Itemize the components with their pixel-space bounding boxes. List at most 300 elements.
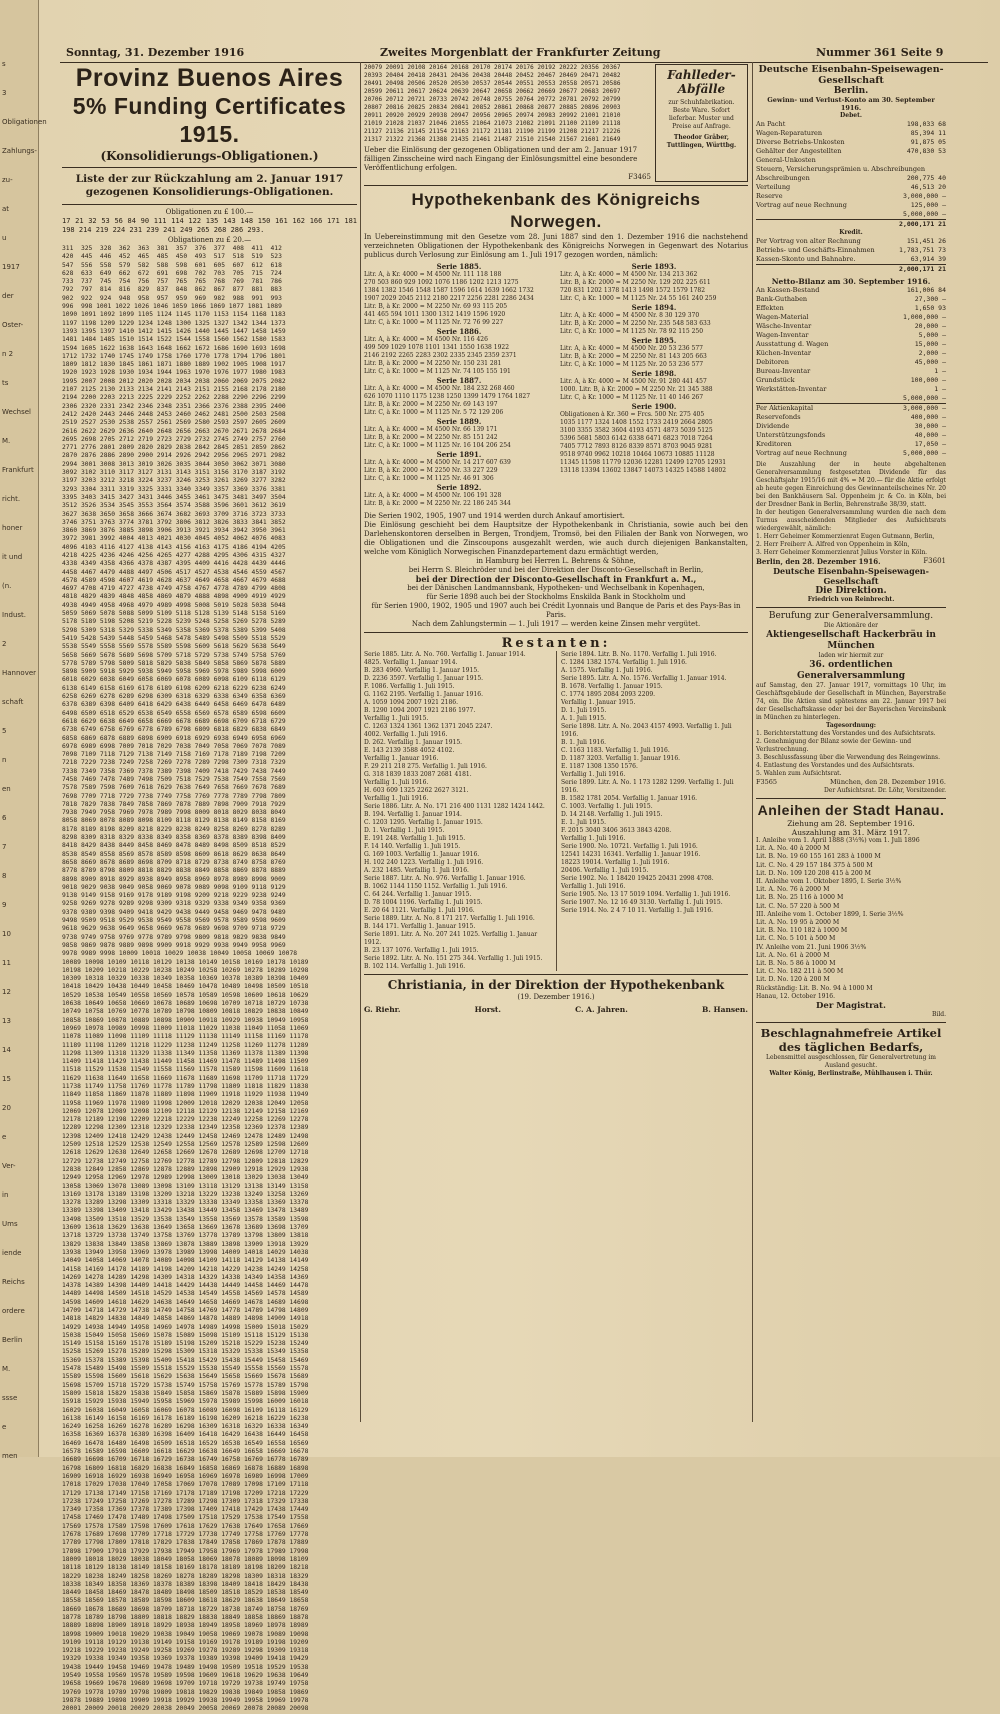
number-row: 19438 19449 19458 19469 19478 19489 19498 19509 19518 19529 19538 — [62, 1663, 309, 1671]
number-row: 15038 15049 15058 15069 15078 15089 15098 15109 15118 15129 15138 — [62, 1331, 309, 1339]
number-row: 2194 2200 2203 2213 2225 2229 2252 2262 2288 2290 2296 2299 — [62, 394, 286, 402]
agenda-title: Tagesordnung: — [825, 722, 877, 729]
number-row: 10969 10978 10989 10998 11009 11018 11029 11038 11049 11058 11069 — [62, 1024, 309, 1032]
restanten-right — [561, 651, 748, 971]
gutter-fragment: n 2 — [2, 350, 14, 358]
restant-line: Serie 1907. No. 12 16 49 3130. Verfallig 1. Juli 1915. — [561, 899, 723, 906]
bilanz-title: Netto-Bilanz am 30. September 1916. — [771, 277, 931, 286]
paying-bank-line: bei Herrn S. Bleichröder und bei der Direktion der Disconto-Gesellschaft in Berlin, — [408, 566, 704, 574]
number-row: 2519 2527 2530 2538 2557 2561 2569 2580 2593 2597 2605 2609 — [62, 419, 286, 427]
previous-page-gutter — [0, 0, 47, 1460]
bond-line: Lit. B. No. 110 182 à 1000 M — [756, 927, 848, 935]
series-line: Litr. A, à Kr. 4000 = M 4500 Nr. 20 53 236 577 — [560, 345, 703, 352]
passiva-row-amount: 5,000,000 — — [902, 449, 946, 457]
kredit-total: 2,000,171 21 — [899, 265, 946, 273]
number-row: 20706 20712 20721 20733 20742 20748 20755 20764 20772 20781 20792 20799 — [364, 96, 621, 103]
number-row: 5898 5909 5918 5929 5938 5949 5958 5969 5978 5989 5998 6009 — [62, 668, 286, 676]
series-line: Litr. C, à Kr. 1000 = M 1125 Nr. 74 105 155 191 — [364, 368, 511, 375]
passiva-row-label: Dividende — [756, 422, 790, 430]
bilanz-row-amount: 1,000,000 — — [902, 313, 946, 321]
number-row: 1393 1395 1397 1410 1412 1415 1426 1440 1445 1447 1458 1459 — [62, 327, 286, 335]
bilanz-row-label: An Kassen-Bestand — [756, 286, 820, 294]
gutter-fragment: Wechsel — [2, 408, 32, 416]
passiva-row-amount: 17,050 — — [914, 440, 946, 448]
number-row: 21317 21322 21368 21388 21435 21461 21487 21510 21540 21567 21601 21649 — [364, 136, 621, 143]
closing-title: Christiania, in der Direktion der Hypothekenbank — [387, 978, 725, 992]
number-row: 14269 14278 14289 14298 14309 14318 14329 14338 14349 14358 14369 — [62, 1273, 309, 1281]
number-row: 13278 13289 13298 13309 13318 13329 13338 13349 13358 13369 13378 — [62, 1199, 309, 1207]
bilanz-row — [756, 358, 946, 367]
restant-line: D. 1. Verfallig 1. Juli 1915. — [364, 827, 445, 834]
restant-line: E. 191 248. Verfallig 1. Juli 1915. — [364, 835, 466, 842]
debet-row — [756, 165, 946, 174]
number-row: 2870 2876 2886 2890 2900 2914 2926 2942 2956 2965 2971 2982 — [62, 452, 286, 460]
paying-banks — [364, 557, 748, 629]
payment-places: Die Einlösung geschieht bei dem Hauptsitze der Hypothekenbank in Christiania, sowie auch bei den Darlehenskontoren derselben in Bergen, Trondjem, Tromsö, bei den Filialen der Bank von Norwegen, wo die Obligationen und die Zinscoupons ausgezahlt werden, wie auch durch diejenigen Bankanstalten, welche vom Königlich Norwegischen Finanzdepartement dazu ermächtigt werden, — [364, 521, 748, 556]
bond-line: IV. Anleihe vom 21. Juni 1906 3½% — [756, 943, 867, 951]
number-row: 6498 6509 6518 6529 6538 6549 6558 6569 6578 6589 6598 6609 — [62, 709, 286, 717]
restant-line: E. 143 2139 3588 4052 4102. — [364, 747, 455, 754]
signatory-name: B. Hansen. — [701, 1005, 748, 1014]
restant-line: Serie 1894. Litr. B. No. 1170. Verfallig 1. Juli 1916. — [561, 651, 717, 658]
number-row: 12289 12298 12309 12318 12329 12338 12349 12358 12369 12378 12389 — [62, 1124, 309, 1132]
number-row: 15258 15269 15278 15289 15298 15309 15318 15329 15338 15349 15358 — [62, 1348, 309, 1356]
bond-line: Lit. A. No. 40 à 2000 M — [756, 845, 830, 853]
number-row: 5419 5428 5439 5448 5459 5468 5478 5489 5498 5509 5518 5529 — [62, 634, 286, 642]
series-heading: Serie 1891. — [436, 450, 482, 459]
series-line: Litr. A, à Kr. 4000 = M 4500 Nr. 134 213 362 — [560, 271, 698, 278]
number-row: 6258 6269 6278 6289 6298 6309 6318 6329 6338 6349 6358 6369 — [62, 693, 286, 701]
number-row: 18889 18898 18909 18918 18929 18938 18949 18958 18969 18978 18989 — [62, 1622, 309, 1630]
number-row: 5059 5069 5078 5088 5099 5109 5118 5128 5139 5148 5158 5169 — [62, 610, 286, 618]
number-row: 10198 10209 10218 10229 10238 10249 10258 10269 10278 10289 10298 — [62, 966, 309, 974]
gutter-fragment: 11 — [2, 959, 11, 967]
passiva-row-label: Unterstützungsfonds — [756, 431, 826, 439]
number-row: 17018 17029 17038 17049 17058 17069 17078 17089 17098 17109 17118 — [62, 1481, 309, 1489]
debet-row-amount: 3,000,000 — — [902, 192, 946, 200]
number-row: 11078 11089 11098 11109 11118 11129 11138 11149 11158 11169 11178 — [62, 1033, 309, 1041]
gutter-fragment: it und — [2, 553, 23, 561]
number-row: 20807 20816 20825 20834 20841 20852 20861 20868 20877 20885 20896 20903 — [364, 104, 621, 111]
gutter-fragment: 1917 — [2, 263, 20, 271]
bilanz-row-label: Küchen-Inventar — [756, 349, 812, 357]
speisewagen-direction: Die Direktion. — [815, 586, 887, 596]
number-row: 15809 15818 15829 15838 15849 15858 15869 15878 15889 15898 15909 — [62, 1389, 309, 1397]
gutter-fragment: Obligationen — [2, 118, 47, 126]
bilanz-row — [756, 349, 946, 358]
kredit-label: Kredit. — [839, 229, 863, 236]
passiva-row-label: Kreditoren — [756, 440, 792, 448]
number-row: 628 633 649 662 672 691 698 702 703 705 715 724 — [62, 269, 282, 277]
series-heading: Serie 1885. — [436, 262, 482, 271]
restant-line: C. 1203 1295. Verfallig 1. Januar 1915. — [364, 819, 483, 826]
debet-row-label: Diverse Betriebs-Unkosten — [756, 138, 845, 146]
number-row: 20599 20611 20617 20624 20639 20647 20658 20662 20669 20677 20683 20697 — [364, 88, 621, 95]
fahlleder-signature: Theodor Gräber, Tuttlingen, Württbg. — [666, 134, 737, 149]
series-heading: Serie 1887. — [436, 376, 482, 385]
gutter-fragment: Frankfurt — [2, 466, 34, 474]
bond-line: Lit. C. No. 5 101 à 500 M — [756, 935, 836, 943]
debet-row-label: Abschreibungen — [756, 174, 810, 182]
number-row: 7698 7709 7718 7729 7738 7749 7758 7769 7778 7789 7798 7809 — [62, 792, 286, 800]
series-line: Litr. B, à Kr. 2000 = M 2250 Nr. 69 93 115 205 — [364, 303, 508, 310]
column-rule-1 — [360, 62, 361, 1422]
bond-line: Lit. A. No. 61 à 2000 M — [756, 951, 830, 959]
number-row: 14709 14718 14729 14738 14749 14758 14769 14778 14789 14798 14809 — [62, 1307, 309, 1314]
debet-row — [756, 147, 946, 156]
number-row: 14049 14058 14069 14078 14089 14098 14109 14118 14129 14138 14149 — [62, 1257, 309, 1265]
debet-row — [756, 201, 946, 210]
number-row: 11518 11529 11538 11549 11558 11569 11578 11589 11598 11609 11618 — [62, 1066, 309, 1074]
number-row: 10638 10649 10658 10669 10678 10689 10698 10709 10718 10729 10738 — [62, 1000, 309, 1008]
series-heading: Serie 1898. — [631, 369, 677, 378]
passiva-row-label: Vortrag auf neue Rechnung — [756, 449, 847, 457]
gutter-fragment: M. — [2, 1365, 11, 1373]
bilanz-row — [756, 331, 946, 340]
debet-row-amount: 5,000,000 — — [902, 210, 946, 218]
number-row: 7578 7589 7598 7609 7618 7629 7638 7649 7658 7669 7678 7689 — [62, 784, 286, 792]
passiva-row — [756, 404, 946, 413]
number-row: 4818 4829 4839 4848 4858 4869 4879 4888 4898 4909 4919 4929 — [62, 593, 286, 601]
debet-row-label: Wagen-Reparaturen — [756, 129, 823, 137]
restant-line: Verfallig 1. Juli 1916. — [364, 795, 429, 802]
number-row: 10749 10758 10769 10778 10789 10798 10809 10818 10829 10838 10849 — [62, 1008, 309, 1016]
passiva-table — [756, 403, 946, 458]
kredit-row-label: Per Vortrag von alter Rechnung — [756, 237, 861, 245]
number-row: 11958 11969 11978 11989 11998 12009 12018 12029 12038 12049 12058 — [62, 1099, 309, 1107]
debet-row-amount: 85,394 11 — [910, 129, 946, 137]
series-line: Litr. C, à Kr. 1000 = M 1125 Nr. 5 72 129 206 — [364, 409, 504, 416]
restant-line: B. 102 114. Verfallig 1. Juli 1916. — [364, 963, 466, 970]
number-row: 16469 16478 16489 16498 16509 16518 16529 16538 16549 16558 16569 — [62, 1439, 309, 1447]
number-row: 17458 17469 17478 17489 17498 17509 17518 17529 17538 17549 17558 — [62, 1514, 309, 1522]
number-row: 16138 16149 16158 16169 16178 16189 16198 16209 16218 16229 16238 — [62, 1414, 309, 1422]
gutter-fragment: schaft — [2, 698, 24, 706]
number-row: 19329 19338 19349 19358 19369 19378 19389 19398 19409 19418 19429 — [62, 1655, 309, 1663]
number-row: 16689 16698 16709 16718 16729 16738 16749 16758 16769 16778 16789 — [62, 1456, 309, 1464]
number-row: 21019 21028 21037 21046 21055 21064 21073 21082 21091 21100 21109 21118 — [364, 120, 621, 127]
series-line: 1000. Litr. B, à Kr. 2000 = M 2250 Nr. 21 345 388 — [560, 386, 713, 393]
number-row: 20911 20920 20929 20938 20947 20956 20965 20974 20983 20992 21001 21010 — [364, 112, 621, 119]
gutter-fragment: 2 — [2, 640, 7, 648]
number-row: 11849 11858 11869 11878 11889 11898 11909 11918 11929 11938 11949 — [62, 1091, 309, 1099]
fahlleder-text: zur Schuhfabrikation. Beste Ware. Sofort lieferbar. Muster und Preise auf Anfrage. — [668, 99, 735, 130]
number-row: 9498 9509 9518 9529 9538 9549 9558 9569 9578 9589 9598 9609 — [62, 917, 286, 925]
number-row: 10089 10098 10109 10118 10129 10138 10149 10158 10169 10178 10189 — [62, 958, 309, 966]
restant-line: D. 2236 3597. Verfallig 1. Januar 1915. — [364, 675, 484, 682]
gutter-fragment: Oster- — [2, 321, 24, 329]
hanau-bond-list — [756, 837, 946, 993]
number-row: 2994 3001 3008 3013 3019 3026 3035 3044 3050 3062 3071 3080 — [62, 460, 286, 468]
number-row: 8058 8069 8078 8089 8098 8109 8118 8129 8138 8149 8158 8169 — [62, 817, 286, 825]
series-line: Litr. B, à Kr. 2000 = M 2250 Nr. 129 202 225 611 — [560, 279, 711, 286]
restant-line: D. 1187 3203. Verfallig 1. Januar 1916. — [561, 755, 681, 762]
bilanz-row — [756, 385, 946, 394]
bilanz-row-amount: 27,300 — — [914, 295, 946, 303]
closing-signatories — [364, 1005, 748, 1014]
kredit-table — [756, 237, 946, 264]
signatory-name: Horst. — [474, 1005, 501, 1014]
restant-line: B. 283 4960. Verfallig 1. Januar 1915. — [364, 667, 480, 674]
bilanz-row-label: Debitoren — [756, 358, 789, 366]
restant-line: C. 64 244. Verfallig 1. Januar 1915. — [364, 891, 472, 898]
restant-line: E. 20 64 1121. Verfallig 1. Juli 1916. — [364, 907, 475, 914]
series-line: 270 503 860 929 1092 1076 1186 1202 1213 1275 — [364, 279, 519, 286]
berufung-signature: Der Aufsichtsrat. Dr. Löhr, Vorsitzender. — [823, 787, 946, 794]
number-row: 16249 16258 16269 16278 16289 16298 16309 16318 16329 16338 16349 — [62, 1423, 309, 1431]
gutter-fragment: s — [2, 60, 6, 68]
number-row: 18338 18349 18358 18369 18378 18389 18398 18409 18418 18429 18438 — [62, 1580, 309, 1588]
number-row: 17569 17578 17589 17598 17609 17618 17629 17638 17649 17658 17669 — [62, 1522, 309, 1530]
passiva-row-label: Reservefonds — [756, 413, 801, 421]
series-line: Litr. B, à Kr. 2000 = M 2250 Nr. 81 143 205 663 — [560, 353, 707, 360]
series-line: Litr. C, à Kr. 1000 = M 1125 Nr. 78 92 115 250 — [560, 328, 704, 335]
number-row: 7938 7949 7958 7969 7978 7989 7998 8009 8018 8029 8038 8049 — [62, 809, 286, 817]
restant-line: 4825. Verfallig 1. Januar 1914. — [364, 659, 458, 666]
debet-total: 2,000,171 21 — [899, 220, 946, 228]
fahlleder-title: Fahlleder-Abfälle — [667, 68, 736, 96]
number-row: 7098 7109 7118 7129 7138 7149 7158 7169 7178 7189 7198 7209 — [62, 751, 286, 759]
hanau-draw-date: Ziehung am 28. September 1916. — [787, 819, 915, 828]
speisewagen-code: F3601 — [923, 557, 946, 565]
number-row: 13829 13838 13849 13858 13869 13878 13889 13898 13909 13918 13929 — [62, 1240, 309, 1248]
series-heading: Serie 1900. — [631, 402, 677, 411]
number-row: 15149 15158 15169 15178 15189 15198 15209 15218 15229 15238 15249 — [62, 1340, 309, 1348]
general-meeting-title: 36. ordentlichen Generalversammlung — [796, 660, 906, 681]
gutter-fragment: e — [2, 1423, 7, 1431]
kredit-row — [756, 237, 946, 246]
restant-line: H. 603 609 1325 2262 2627 3121. — [364, 787, 469, 794]
bilanz-row-amount: 161,006 84 — [906, 286, 946, 294]
restant-line: F. 14 140. Verfallig 1. Juli 1915. — [364, 843, 461, 850]
restant-line: B. 1062 1144 1150 1152. Verfallig 1. Juli 1916. — [364, 883, 508, 890]
restant-line: A. 1059 1094 2007 1921 2186. — [364, 699, 459, 706]
number-row: 2695 2698 2705 2712 2719 2723 2729 2732 2745 2749 2757 2760 — [62, 435, 286, 443]
number-row: 1809 1812 1830 1845 1861 1871 1880 1889 1902 1905 1908 1917 — [62, 361, 286, 369]
debet-row-label: An Pacht — [756, 120, 786, 128]
passiva-row — [756, 422, 946, 431]
bilanz-row-amount: 15,000 — — [914, 340, 946, 348]
debet-row-amount: 125,000 — — [910, 201, 946, 209]
restant-line: Serie 1902. No. 1 18420 19425 20431 2998 4708. — [561, 875, 714, 882]
number-row: 16358 16369 16378 16389 16398 16409 16418 16429 16438 16449 16458 — [62, 1431, 309, 1439]
number-row: 14158 14169 14178 14189 14198 14209 14218 14229 14238 14249 14258 — [62, 1265, 309, 1273]
number-row: 17129 17138 17149 17158 17169 17178 17189 17198 17209 17218 17229 — [62, 1489, 309, 1497]
number-row: 3746 3751 3763 3774 3781 3792 3806 3812 3826 3833 3841 3852 — [62, 518, 286, 526]
number-row: 12509 12518 12529 12538 12549 12558 12569 12578 12589 12598 12609 — [62, 1141, 309, 1149]
paying-bank-line: Nach dem Zahlungstermin — 1. Juli 1917 — werden keine Zinsen mehr vergütet. — [411, 620, 701, 628]
passiva-row-amount: 40,000 — — [914, 431, 946, 439]
debet-table — [756, 120, 946, 219]
series-heading: Serie 1886. — [436, 327, 482, 336]
restant-line: A. 232 1485. Verfallig 1. Juli 1916. — [364, 867, 469, 874]
series-line: Litr. A, à Kr. 4000 = M 4500 Nr. 8 30 129 370 — [560, 312, 700, 319]
gutter-fragment: Berlin — [2, 1336, 23, 1344]
bilanz-row-label: Werkstätten-Inventar — [756, 385, 827, 393]
kredit-row-label: Betriebs- und Geschäfts-Einnahmen — [756, 246, 875, 254]
paying-bank-line: für Serie 1898 auch bei der Stockholms Enskilda Bank in Stockholm und — [426, 593, 686, 601]
number-row: 20393 20404 20418 20431 20436 20438 20448 20452 20467 20469 20471 20482 — [364, 72, 621, 79]
debet-row — [756, 210, 946, 219]
number-row: 14598 14609 14618 14629 14638 14649 14658 14669 14678 14689 14698 — [62, 1298, 309, 1306]
debet-row-label: Reserve — [756, 192, 783, 200]
bilanz-row — [756, 322, 946, 331]
bilanz-row — [756, 313, 946, 322]
restant-line: Verfallig 1. Januar 1916. — [364, 755, 439, 762]
bilanz-row-label: Effekten — [756, 304, 784, 312]
restant-line: Serie 1895. Litr. A. No. 1576. Verfallig 1. Januar 1914. — [561, 675, 727, 682]
restant-line: D. 14 2148. Verfallig 1. Juli 1915. — [561, 811, 663, 818]
number-row: 11409 11418 11429 11438 11449 11458 11469 11478 11489 11498 11509 — [62, 1058, 309, 1066]
restant-line: Serie 1898. Litr. A. No. 2043 4157 4993. Verfallig 1. Juli 1916. — [561, 723, 732, 738]
number-row: 902 922 924 948 958 957 959 969 982 988 991 993 — [62, 294, 282, 302]
speisewagen-title: Deutsche Eisenbahn-Speisewagen-Gesellschaft — [758, 64, 944, 86]
restant-line: Serie 1886. Litr. A. No. 171 216 400 1131 1282 1424 1442. — [364, 803, 545, 810]
gutter-fragment: 6 — [2, 814, 7, 822]
number-row: 12838 12849 12858 12869 12878 12889 12898 12909 12918 12929 12938 — [62, 1165, 309, 1173]
gutter-fragment: M. — [2, 437, 11, 445]
restant-line: Serie 1900. No. 10721. Verfallig 1. Juli 1916. — [561, 843, 698, 850]
gutter-fragment: n — [2, 756, 7, 764]
number-row: 19218 19229 19238 19249 19258 19269 19278 19289 19298 19309 19318 — [62, 1647, 309, 1655]
number-row: 15918 15929 15938 15949 15958 15969 15978 15989 15998 16009 16018 — [62, 1398, 309, 1406]
number-row: 8898 8909 8918 8929 8938 8949 8958 8969 8978 8989 8998 9009 — [62, 875, 286, 883]
supervisory-notice: In der heutigen Generalversammlung wurden die nach dem Turnus ausscheidenden Mitglieder des Aufsichtsrats wiedergewählt, nämlich: — [756, 509, 946, 532]
hanau-title: Anleihen der Stadt Hanau. — [757, 802, 945, 818]
number-row: 12178 12189 12198 12209 12218 12229 12238 12249 12258 12269 12278 — [62, 1116, 309, 1124]
restant-line: B. 144 171. Verfallig 1. Januar 1915. — [364, 923, 476, 930]
number-row: 13389 13398 13409 13418 13429 13438 13449 13458 13469 13478 13489 — [62, 1207, 309, 1215]
gutter-fragment: ordere — [2, 1307, 25, 1315]
series-line: Litr. B, à Kr. 2000 = M 2250 Nr. 69 143 197 — [364, 401, 498, 408]
norway-bank-title: Hypothekenbank des Königreichs Norwegen. — [411, 190, 701, 231]
closing-date: (19. Dezember 1916.) — [517, 993, 595, 1001]
column-rule-2 — [752, 62, 753, 1422]
bond-line: III. Anleihe vom 1. October 1899, I. Serie 3½% — [756, 910, 904, 918]
series-list-left — [364, 262, 554, 508]
restant-line: Serie 1887. Litr. A. No. 976. Verfallig 1. Januar 1916. — [364, 875, 526, 882]
bilanz-row — [756, 367, 946, 376]
number-row: 14818 14829 14838 14849 14858 14869 14878 14889 14898 14909 14918 — [62, 1315, 309, 1323]
number-row: 1481 1484 1485 1510 1514 1522 1544 1558 1560 1562 1580 1583 — [62, 336, 286, 344]
number-row: 6978 6989 6998 7009 7018 7029 7038 7049 7058 7069 7078 7089 — [62, 742, 286, 750]
number-row: 8298 8309 8318 8329 8338 8349 8358 8369 8378 8389 8398 8409 — [62, 834, 286, 842]
agenda-item: 2. Genehmigung der Bilanz sowie der Gewinn- und Verlustrechnung. — [756, 738, 912, 753]
number-row: 18669 18678 18689 18698 18709 18718 18729 18738 18749 18758 18769 — [62, 1605, 309, 1613]
restant-line: Verfallig 1. Juli 1916. — [561, 883, 626, 890]
number-row: 9738 9749 9758 9769 9778 9789 9798 9809 9818 9829 9838 9849 — [62, 933, 286, 941]
artikel-signature: Walter König, Berlinstraße, Mühlhausen i. Thür. — [769, 1069, 933, 1077]
number-row: 20491 20498 20506 20520 20530 20537 20544 20551 20553 20558 20571 20586 — [364, 80, 621, 87]
restant-line: G. 1162 2195. Verfallig 1. Januar 1916. — [364, 691, 484, 698]
series-heading: Serie 1892. — [436, 483, 482, 492]
restant-line: Serie 1892. Litr. A. No. 151 275 344. Verfallig 1. Juli 1915. — [364, 955, 543, 962]
restant-line: Verfallig 1. Juli 1916. — [364, 779, 429, 786]
number-row: 3395 3403 3415 3427 3431 3446 3455 3461 3475 3481 3497 3504 — [62, 493, 286, 501]
number-row: 19549 19558 19569 19578 19589 19598 19609 19618 19629 19638 19649 — [62, 1672, 309, 1680]
number-row: 17238 17249 17258 17269 17278 17289 17298 17309 17318 17329 17338 — [62, 1497, 309, 1505]
debet-row-amount: 46,513 20 — [910, 183, 946, 191]
masthead-issue: Nummer 361 Seite 9 — [816, 46, 944, 59]
restant-line: Verfallig 1. Juli 1916. — [561, 835, 626, 842]
number-row: 2107 2125 2130 2133 2134 2141 2143 2151 2155 2168 2178 2180 — [62, 386, 286, 394]
bond-line: Lit. C. No. 57 220 à 500 M — [756, 902, 840, 910]
number-row: 4578 4589 4598 4607 4619 4628 4637 4649 4658 4667 4679 4688 — [62, 576, 286, 584]
restant-line: F. 2015 3040 3406 3613 3843 4208. — [561, 827, 672, 834]
kredit-row-amount: 1,783,751 73 — [899, 246, 946, 254]
number-row: 19658 19669 19678 19689 19698 19709 19718 19729 19738 19749 19758 — [62, 1680, 309, 1688]
number-row: 5538 5549 5558 5569 5578 5589 5598 5609 5618 5629 5638 5649 — [62, 643, 286, 651]
number-row: 4938 4949 4958 4968 4979 4989 4998 5008 5019 5028 5038 5048 — [62, 601, 286, 609]
berufung-title: Berufung zur Generalversammlung. — [768, 611, 934, 621]
series-heading: Serie 1895. — [631, 336, 677, 345]
artikel-text: Lebensmittel ausgeschlossen, für Generalvertretung im Ausland gesucht. — [766, 1053, 936, 1069]
gutter-fragment: ssse — [2, 1394, 18, 1402]
number-row: 18998 19009 19018 19029 19038 19049 19058 19069 19078 19089 19098 — [62, 1630, 309, 1638]
number-row: 9138 9149 9158 9169 9178 9189 9198 9209 9218 9229 9238 9249 — [62, 892, 286, 900]
restant-line: F. 29 211 218 275. Verfallig 1. Juli 1916. — [364, 763, 487, 770]
restant-line: B. 1290 1094 2007 1921 2186 1977. — [364, 707, 476, 714]
series-line: 720 831 1202 1378 1413 1498 1572 1579 1782 — [560, 287, 706, 294]
dividend-notice: Die Auszahlung der in heute abgehaltenen Generalversammlung festgesetzten Dividende für das Geschäftsjahr 1915/16 mit 4% = M 20.— für die Aktie erfolgt ab heute gegen Einreichung des Gewinnanteilscheines Nr. 20 bei den Bankhäusern Sal. Oppenheim jr. & Co. in Köln, bei der Dresdner Bank in Berlin, Behrenstraße 38/39, statt. — [756, 461, 946, 508]
board-member: 1. Herr Geheimer Kommerzienrat Eugen Gutmann, Berlin, — [756, 533, 935, 540]
gutter-fragment: ts — [2, 379, 9, 387]
gutter-fragment: 15 — [2, 1075, 11, 1083]
gutter-fragment: 8 — [2, 872, 7, 880]
agenda-item: 4. Entlastung des Vorstandes und des Aufsichtsrats. — [756, 762, 915, 769]
bilanz-row — [756, 376, 946, 385]
bilanz-row-amount: 1,650 93 — [914, 304, 946, 312]
restant-line: B. 23 137 1076. Verfallig 1. Juli 1915. — [364, 947, 479, 954]
gutter-fragment: Hannover — [2, 669, 37, 677]
series-line: 13118 13394 13602 13847 14073 14325 14588 14802 — [560, 467, 727, 474]
debet-row — [756, 138, 946, 147]
number-row: 16909 16918 16929 16938 16949 16958 16969 16978 16989 16998 17009 — [62, 1472, 309, 1480]
restant-line: B. 1. Juli 1916. — [561, 739, 607, 746]
bond-line: Lit. B. No. 25 116 à 1000 M — [756, 894, 844, 902]
debet-row — [756, 192, 946, 201]
restant-line: C. 1003. Verfallig 1. Juli 1915. — [561, 803, 653, 810]
number-row: 3627 3638 3650 3658 3666 3674 3682 3693 3709 3716 3723 3733 — [62, 510, 286, 518]
number-row: 1712 1732 1740 1745 1749 1758 1760 1770 1778 1794 1796 1801 — [62, 352, 286, 360]
number-row: 18229 18238 18249 18258 18269 18278 18289 18298 18309 18318 18329 — [62, 1572, 309, 1580]
series-line: Litr. A, à Kr. 4000 = M 4500 Nr. 116 426 — [364, 336, 488, 343]
series-line: 499 509 1029 1078 1101 1341 1550 1638 1922 — [364, 344, 510, 351]
gutter-fragment: 20 — [2, 1104, 11, 1112]
series-line: 3100 3355 3582 3604 4193 4571 4873 5039 5125 — [560, 427, 713, 434]
number-row: 16029 16038 16049 16058 16069 16078 16089 16098 16109 16118 16129 — [62, 1406, 309, 1414]
number-row: 5778 5789 5798 5809 5818 5829 5838 5849 5858 5869 5878 5889 — [62, 659, 286, 667]
number-row: 420 445 446 452 465 485 450 493 517 518 519 523 — [62, 253, 282, 261]
oblig20-heading: Obligationen zu £ 20.— — [167, 236, 252, 244]
debet-row-amount: 198,033 68 — [906, 120, 946, 128]
board-member: 3. Herr Geheimer Kommerzienrat Julius Vorster in Köln. — [756, 549, 928, 556]
gutter-fragment: der — [2, 292, 14, 300]
number-row: 547 556 558 579 582 588 598 601 605 607 612 618 — [62, 261, 282, 269]
gutter-fragment: 5 — [2, 727, 7, 735]
number-row: 4338 4349 4358 4366 4378 4387 4395 4409 4416 4428 4439 4446 — [62, 560, 286, 568]
kredit-row-amount: 151,451 26 — [906, 237, 946, 245]
restant-line: D. 78 1004 1196. Verfallig 1. Juli 1915. — [364, 899, 483, 906]
debet-row-label: General-Unkosten — [756, 156, 816, 164]
number-row: 10529 10538 10549 10558 10569 10578 10589 10598 10609 10618 10629 — [62, 991, 309, 999]
debet-row-label: Verteilung — [756, 183, 791, 191]
bilanz-row-amount: 1 — — [934, 367, 946, 375]
number-row: 996 998 1001 1022 1026 1046 1059 1066 1069 1077 1081 1089 — [62, 303, 282, 311]
number-row: 8418 8429 8438 8449 8458 8469 8478 8489 8498 8509 8518 8529 — [62, 842, 286, 850]
number-row: 2306 2320 2331 2342 2346 2348 2351 2366 2376 2388 2395 2400 — [62, 402, 286, 410]
gutter-fragment: 3 — [2, 89, 7, 97]
